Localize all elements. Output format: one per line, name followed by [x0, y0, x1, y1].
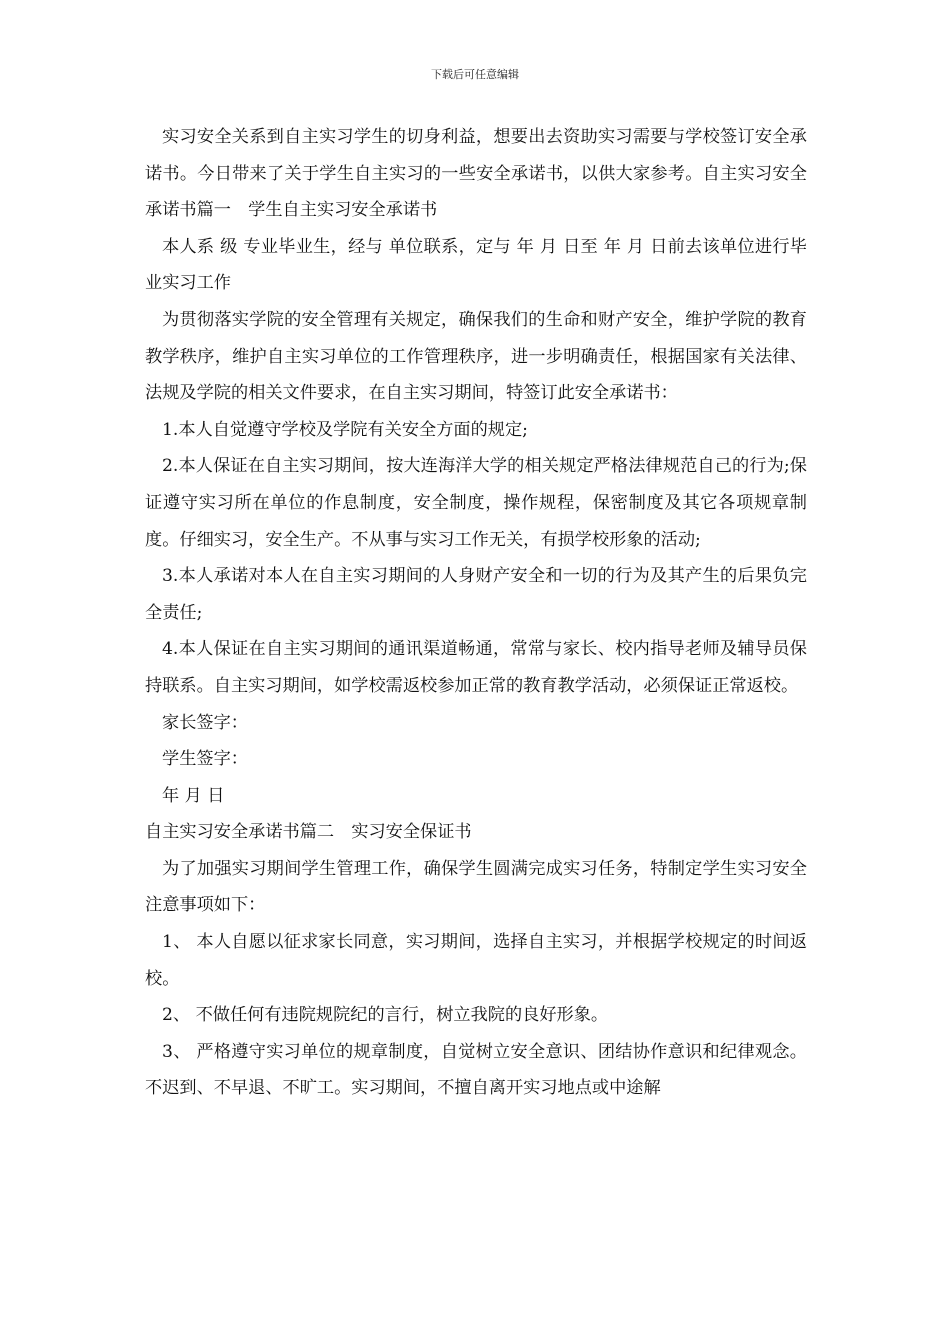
list-item: 2、 不做任何有违院规院纪的言行，树立我院的良好形象。	[162, 1005, 609, 1026]
intro-paragraph: 实习安全关系到自主实习学生的切身利益，想要出去资助实习需要与学校签订安全承诺书。今日带来了关于学生自主实习的一些安全承诺书，以供大家参考。自主实习安全承诺书篇一 学生自主实习安全承诺书	[145, 127, 807, 221]
section-heading: 自主实习安全承诺书篇二 实习安全保证书	[145, 822, 472, 843]
body-paragraph: 为贯彻落实学院的安全管理有关规定，确保我们的生命和财产安全，维护学院的教育教学秩序，维护自主实习单位的工作管理秩序，进一步明确责任，根据国家有关法律、法规及学院的相关文件要求，在自主实习期间，特签订此安全承诺书：	[145, 309, 807, 404]
list-item: 3、 严格遵守实习单位的规章制度，自觉树立安全意识、团结协作意识和纪律观念。不迟到、不早退、不旷工。实习期间，不擅自离开实习地点或中途解	[145, 1041, 807, 1099]
body-paragraph: 为了加强实习期间学生管理工作，确保学生圆满完成实习任务，特制定学生实习安全注意事项如下：	[145, 858, 807, 916]
page-header: 下载后可任意编辑	[431, 68, 519, 81]
student-signature-line: 学生签字：	[162, 749, 248, 770]
list-item: 3.本人承诺对本人在自主实习期间的人身财产安全和一切的行为及其产生的后果负完全责任;	[145, 566, 807, 623]
list-item: 1.本人自觉遵守学校及学院有关安全方面的规定;	[162, 419, 528, 440]
list-item: 1、 本人自愿以征求家长同意，实习期间，选择自主实习，并根据学校规定的时间返校。	[145, 932, 807, 989]
list-item: 4.本人保证在自主实习期间的通讯渠道畅通，常常与家长、校内指导老师及辅导员保持联系。自主实习期间，如学校需返校参加正常的教育教学活动，必须保证正常返校。	[145, 639, 807, 696]
body-paragraph: 本人系 级 专业毕业生，经与 单位联系，定与 年 月 日至 年 月 日前去该单位进行毕业实习工作	[145, 236, 807, 294]
parent-signature-line: 家长签字：	[162, 712, 248, 733]
date-line: 年 月 日	[162, 785, 225, 806]
document-body	[145, 119, 807, 1107]
list-item: 2.本人保证在自主实习期间，按大连海洋大学的相关规定严格法律规范自己的行为;保证遵守实习所在单位的作息制度，安全制度，操作规程，保密制度及其它各项规章制度。仔细实习，安全生产。不从事与实习工作无关，有损学校形象的活动;	[145, 456, 807, 550]
